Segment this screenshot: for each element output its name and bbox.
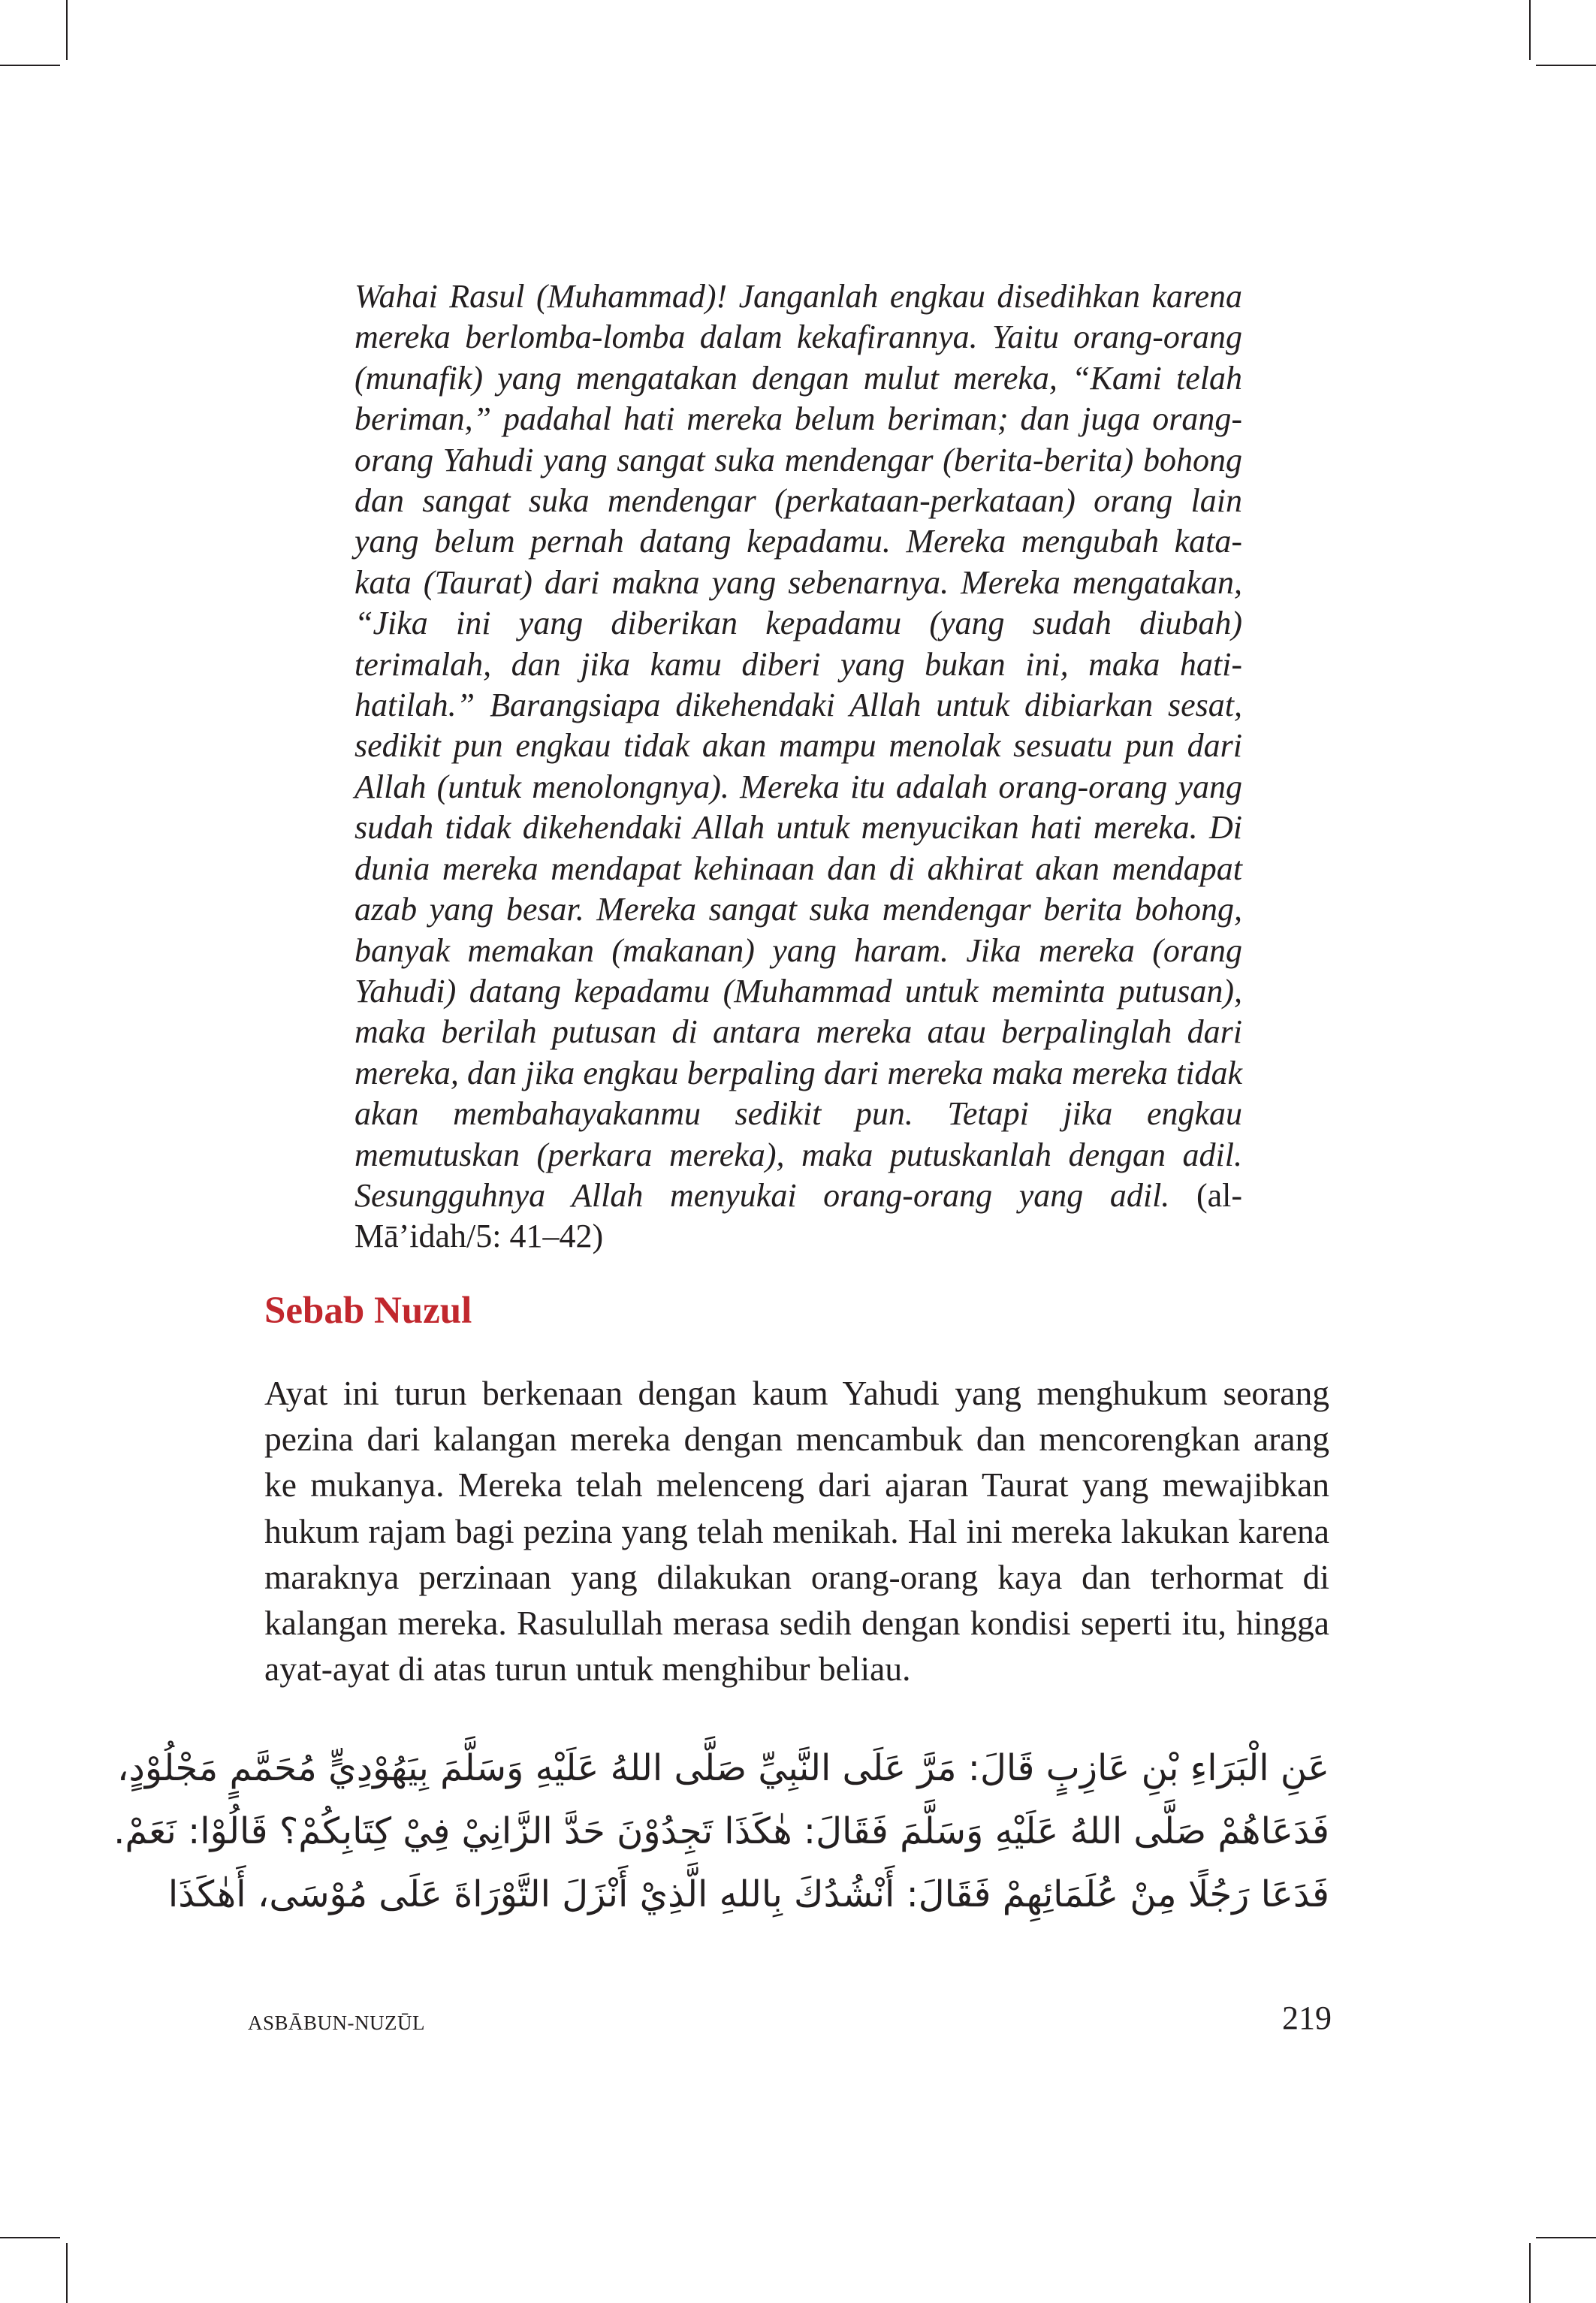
section-heading: Sebab Nuzul (264, 1290, 472, 1332)
crop-mark (1536, 2237, 1596, 2238)
quran-translation-quote (354, 276, 1242, 1257)
crop-mark (1529, 2243, 1531, 2303)
running-title: ASBĀBUN-NUZŪL (248, 2012, 425, 2034)
crop-mark (1536, 65, 1596, 66)
crop-mark (1529, 0, 1531, 60)
crop-mark (0, 2237, 60, 2238)
crop-mark (66, 0, 68, 60)
arabic-hadith-text (113, 1737, 1329, 1926)
crop-mark (66, 2243, 68, 2303)
section-body: Ayat ini turun berkenaan dengan kaum Yahudi yang menghukum seorang pezina dari kalangan mereka dengan mencambuk dan mencorengkan arang ke mukanya. Mereka telah melenceng dari ajaran Taurat yang mewajibkan hukum rajam bagi pezina yang telah menikah. Hal ini mereka lakukan karena maraknya perzinaan yang dilakukan orang-orang kaya dan terhormat di kalangan mereka. Rasulullah merasa sedih dengan kondisi seperti itu, hingga ayat-ayat di atas turun untuk menghibur beliau. (264, 1374, 1329, 1689)
verse-reference: (al-Mā’idah/5: 41–42) (354, 1176, 1242, 1255)
page-number: 219 (1282, 2000, 1332, 2036)
arabic-line: عَنِ الْبَرَاءِ بْنِ عَازِبٍ قَالَ: مَرَّ عَلَى النَّبِيِّ صَلَّى اللهُ عَلَيْهِ وَسَلَّمَ بِيَهُوْدِيٍّ مُحَمَّمٍ مَجْلُوْدٍ، (116, 1747, 1329, 1789)
arabic-line: فَدَعَاهُمْ صَلَّى اللهُ عَلَيْهِ وَسَلَّمَ فَقَالَ: هٰكَذَا تَجِدُوْنَ حَدَّ الزَّانِيْ فِيْ كِتَابِكُمْ؟ قَالُوْا: نَعَمْ. (113, 1810, 1329, 1852)
arabic-line: فَدَعَا رَجُلًا مِنْ عُلَمَائِهِمْ فَقَالَ: أَنْشُدُكَ بِاللهِ الَّذِيْ أَنْزَلَ التَّوْرَاةَ عَلَى مُوْسَى، أَهٰكَذَا (167, 1873, 1329, 1915)
crop-mark (0, 65, 60, 66)
quote-text: Wahai Rasul (Muhammad)! Janganlah engkau disedihkan karena mereka berlomba-lomba dalam kekafirannya. Yaitu orang-orang (munafik) yang mengatakan dengan mulut mereka, “Kami telah beriman,” padahal hati mereka belum beriman; dan juga orang-orang Yahudi yang sangat suka mendengar (berita-berita) bohong dan sangat suka mendengar (perkataan-perkataan) orang lain yang belum pernah datang kepadamu. Mereka mengubah kata-kata (Taurat) dari makna yang sebenarnya. Mereka mengatakan, “Jika ini yang diberikan kepadamu (yang sudah diubah) terimalah, dan jika kamu diberi yang bukan ini, maka hati-hatilah.” Barangsiapa dikehendaki Allah untuk dibiarkan sesat, sedikit pun engkau tidak akan mampu menolak sesuatu pun dari Allah (untuk menolongnya). Mereka itu adalah orang-orang yang sudah tidak dikehendaki Allah untuk menyucikan hati mereka. Di dunia mereka mendapat kehinaan dan di akhirat akan mendapat azab yang besar. Mereka sangat suka mendengar berita bohong, banyak memakan (makanan) yang haram. Jika mereka (orang Yahudi) datang kepadamu (Muhammad untuk meminta putusan), maka berilah putusan di antara mereka atau berpalinglah dari mereka, dan jika engkau berpaling dari mereka maka mereka tidak akan membahayakanmu sedikit pun. Tetapi jika engkau memutuskan (perkara mereka), maka putuskanlah dengan adil. Sesungguhnya Allah menyukai orang-orang yang adil. (354, 278, 1242, 1214)
